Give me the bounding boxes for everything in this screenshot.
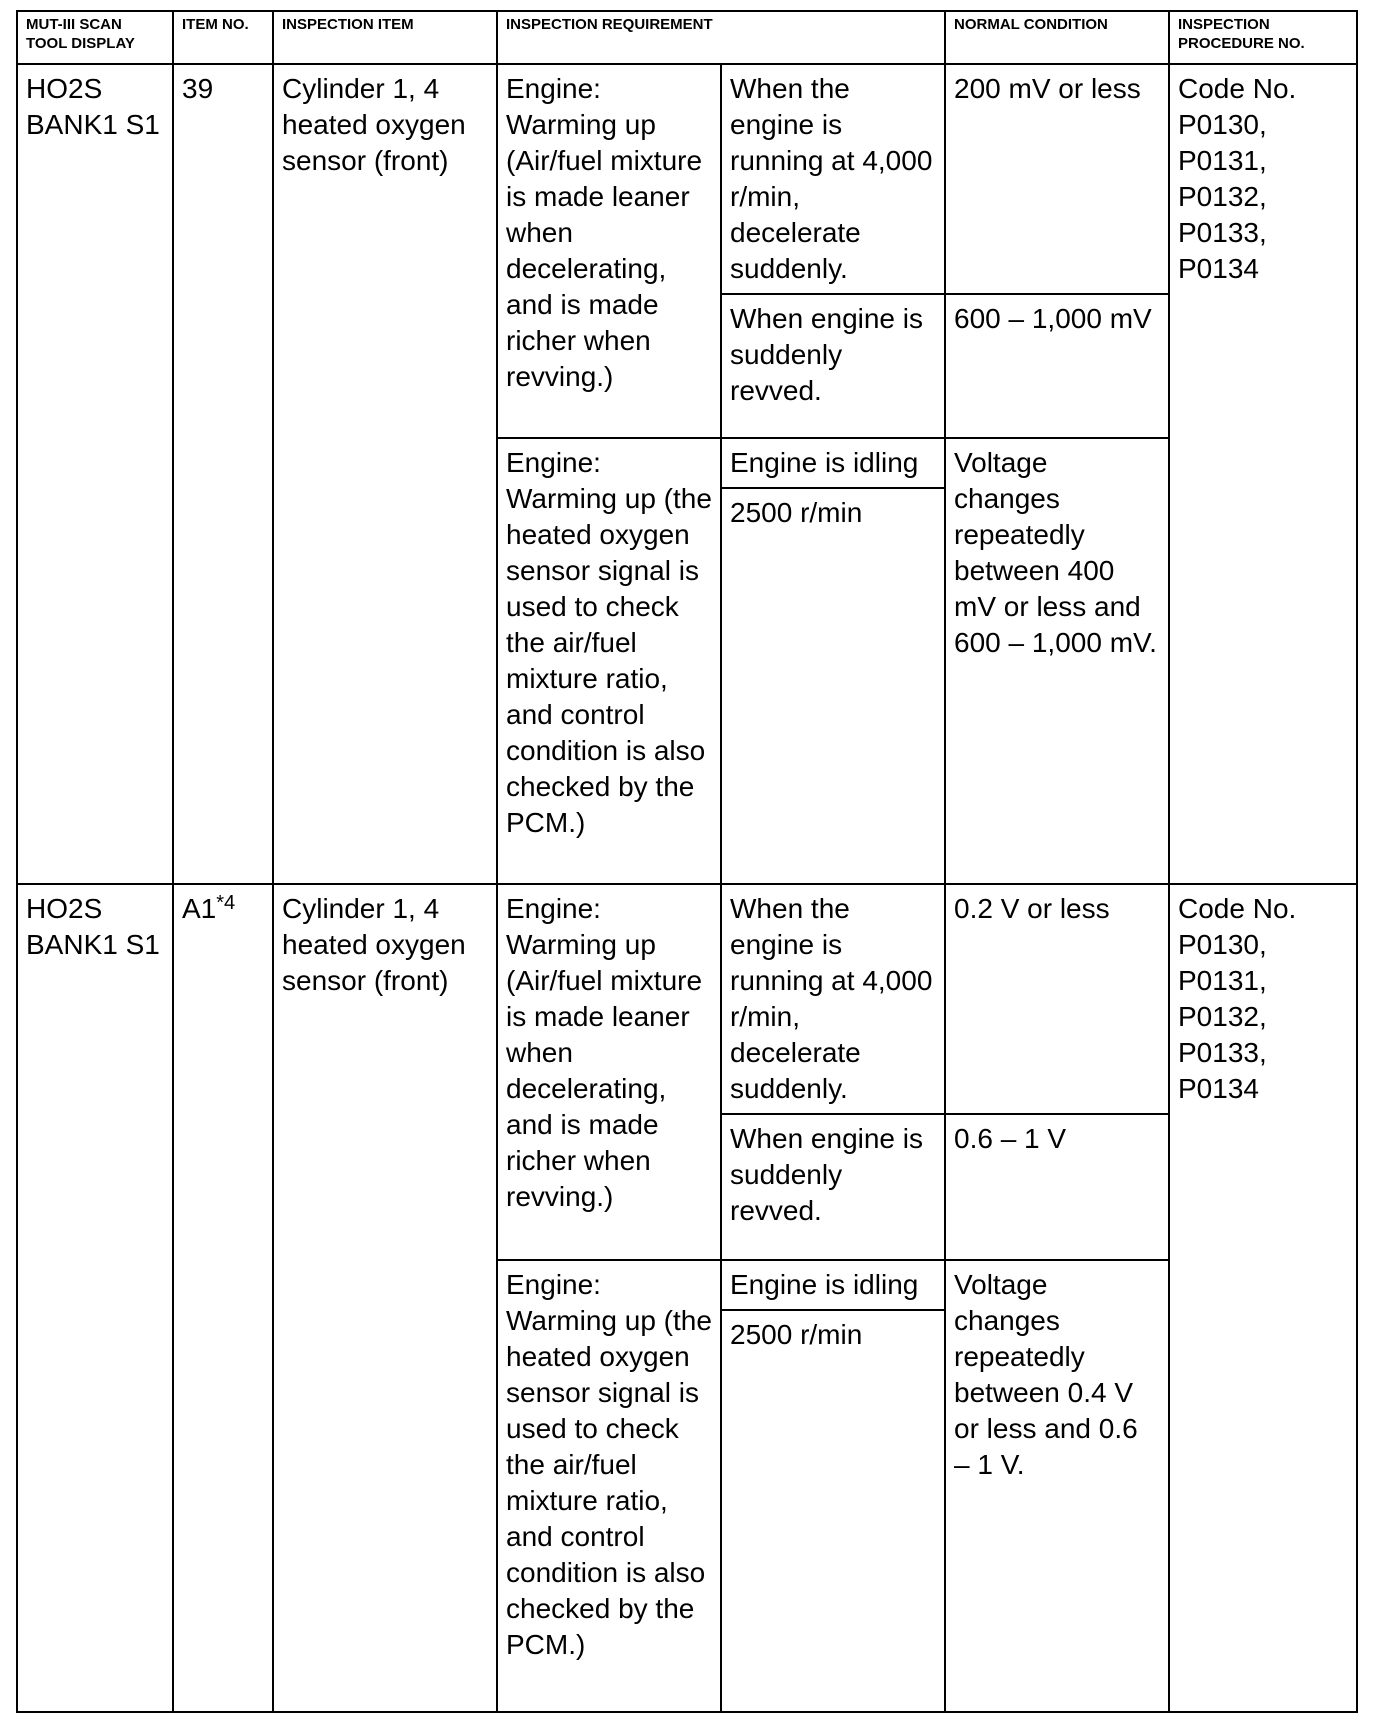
header-inspection-item: INSPECTION ITEM [273,11,497,64]
condition-cell: When the engine is running at 4,000 r/min, decelerate suddenly. [721,64,945,294]
normal-condition-cell: Voltage changes repeatedly between 0.4 V or less and 0.6 – 1 V. [945,1260,1169,1712]
condition-cell: 2500 r/min [721,488,945,884]
normal-condition-cell: 0.6 – 1 V [945,1114,1169,1260]
condition-cell: When engine is suddenly revved. [721,294,945,438]
normal-condition-cell: 600 – 1,000 mV [945,294,1169,438]
header-row [17,11,1357,64]
header-display: MUT-III SCAN TOOL DISPLAY [17,11,173,64]
display-cell: HO2S BANK1 S1 [17,884,173,1712]
condition-cell: When engine is suddenly revved. [721,1114,945,1260]
header-normal-condition: NORMAL CONDITION [945,11,1169,64]
inspection-item-cell: Cylinder 1, 4 heated oxygen sensor (front) [273,64,497,884]
inspection-item-cell: Cylinder 1, 4 heated oxygen sensor (front) [273,884,497,1712]
item-no-footnote: *4 [216,892,236,914]
inspection-table-page [16,10,1356,1713]
normal-condition-cell: Voltage changes repeatedly between 400 mV or less and 600 – 1,000 mV. [945,438,1169,884]
display-cell: HO2S BANK1 S1 [17,64,173,884]
procedure-cell: Code No. P0130, P0131, P0132, P0133, P0134 [1169,884,1357,1712]
header-procedure-no: INSPECTION PROCEDURE NO. [1169,11,1357,64]
header-item-no: ITEM NO. [173,11,273,64]
item-no: 39 [182,73,214,104]
procedure-cell: Code No. P0130, P0131, P0132, P0133, P0134 [1169,64,1357,884]
normal-condition-cell: 0.2 V or less [945,884,1169,1114]
table-row [17,64,1357,294]
condition-cell: When the engine is running at 4,000 r/min, decelerate suddenly. [721,884,945,1114]
header-inspection-requirement: INSPECTION REQUIREMENT [497,11,945,64]
requirement-cell: Engine: Warming up (Air/fuel mixture is made leaner when decelerating, and is made richer when revving.) [497,64,721,438]
condition-cell: Engine is idling [721,438,945,488]
item-no: A1 [182,893,217,924]
item-no-cell [173,884,273,1712]
requirement-cell: Engine: Warming up (Air/fuel mixture is made leaner when decelerating, and is made richer when revving.) [497,884,721,1260]
inspection-table [16,10,1358,1713]
item-no-cell [173,64,273,884]
condition-cell: 2500 r/min [721,1310,945,1712]
condition-cell: Engine is idling [721,1260,945,1310]
requirement-cell: Engine: Warming up (the heated oxygen sensor signal is used to check the air/fuel mixture ratio, and control condition is also checked by the PCM.) [497,1260,721,1712]
requirement-cell: Engine: Warming up (the heated oxygen sensor signal is used to check the air/fuel mixture ratio, and control condition is also checked by the PCM.) [497,438,721,884]
table-row [17,884,1357,1114]
normal-condition-cell: 200 mV or less [945,64,1169,294]
